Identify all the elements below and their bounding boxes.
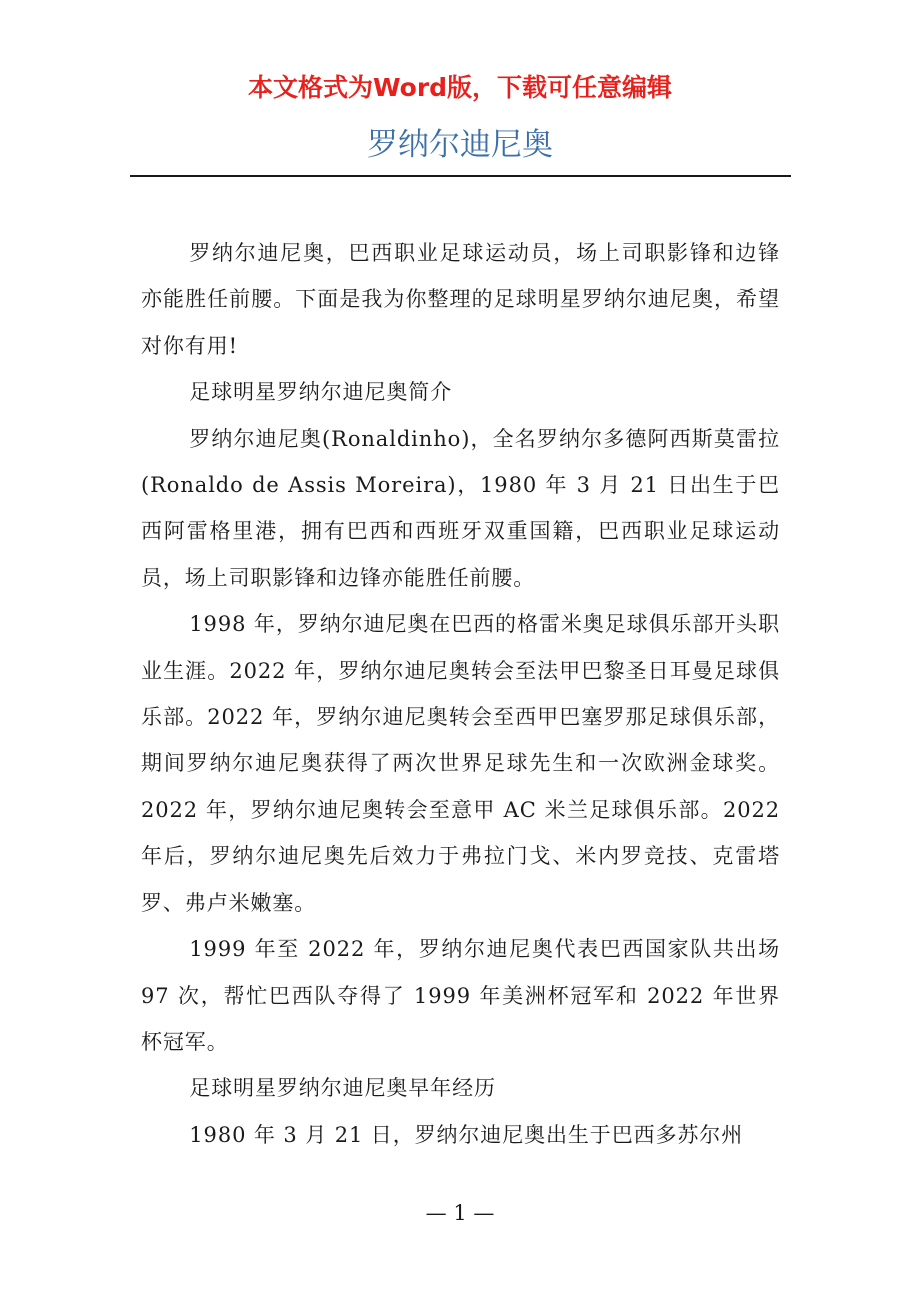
profile-paragraph: 罗纳尔迪尼奥(Ronaldinho)，全名罗纳尔多德阿西斯莫雷拉(Ronaldo de Assis Moreira)，1980 年 3 月 21 日出生于巴西阿雷格里港，拥有巴西和西班牙双重国籍，巴西职业足球运动员，场上司职影锋和边锋亦能胜任前腰。 — [141, 426, 780, 590]
section-heading-early-life: 足球明星罗纳尔迪尼奥早年经历 — [189, 1076, 496, 1101]
page-number: — 1 — — [425, 1201, 495, 1225]
early-life-paragraph: 1980 年 3 月 21 日，罗纳尔迪尼奥出生于巴西多苏尔州 — [189, 1122, 744, 1147]
club-career-paragraph: 1998 年，罗纳尔迪尼奥在巴西的格雷米奥足球俱乐部开头职业生涯。2022 年，罗纳尔迪尼奥转会至法甲巴黎圣日耳曼足球俱乐部。2022 年，罗纳尔迪尼奥转会至西甲巴塞罗那足球俱乐部，期间罗纳尔迪尼奥获得了两次世界足球先生和一次欧洲金球奖。2022 年，罗纳尔迪尼奥转会至意甲 AC 米兰足球俱乐部。2022 年后，罗纳尔迪尼奥先后效力于弗拉门戈、米内罗竞技、克雷塔罗、弗卢米嫩塞。 — [141, 612, 780, 915]
national-team-paragraph: 1999 年至 2022 年，罗纳尔迪尼奥代表巴西国家队共出场 97 次，帮忙巴西队夺得了 1999 年美洲杯冠军和 2022 年世界杯冠军。 — [141, 937, 780, 1054]
section-heading-profile: 足球明星罗纳尔迪尼奥简介 — [189, 380, 453, 405]
document-body — [141, 230, 780, 1158]
title-divider — [130, 175, 791, 177]
intro-paragraph: 罗纳尔迪尼奥，巴西职业足球运动员，场上司职影锋和边锋亦能胜任前腰。下面是我为你整理的足球明星罗纳尔迪尼奥，希望对你有用! — [141, 241, 780, 358]
document-title: 罗纳尔迪尼奥 — [367, 127, 553, 163]
format-notice-banner: 本文格式为Word版，下载可任意编辑 — [247, 73, 673, 102]
